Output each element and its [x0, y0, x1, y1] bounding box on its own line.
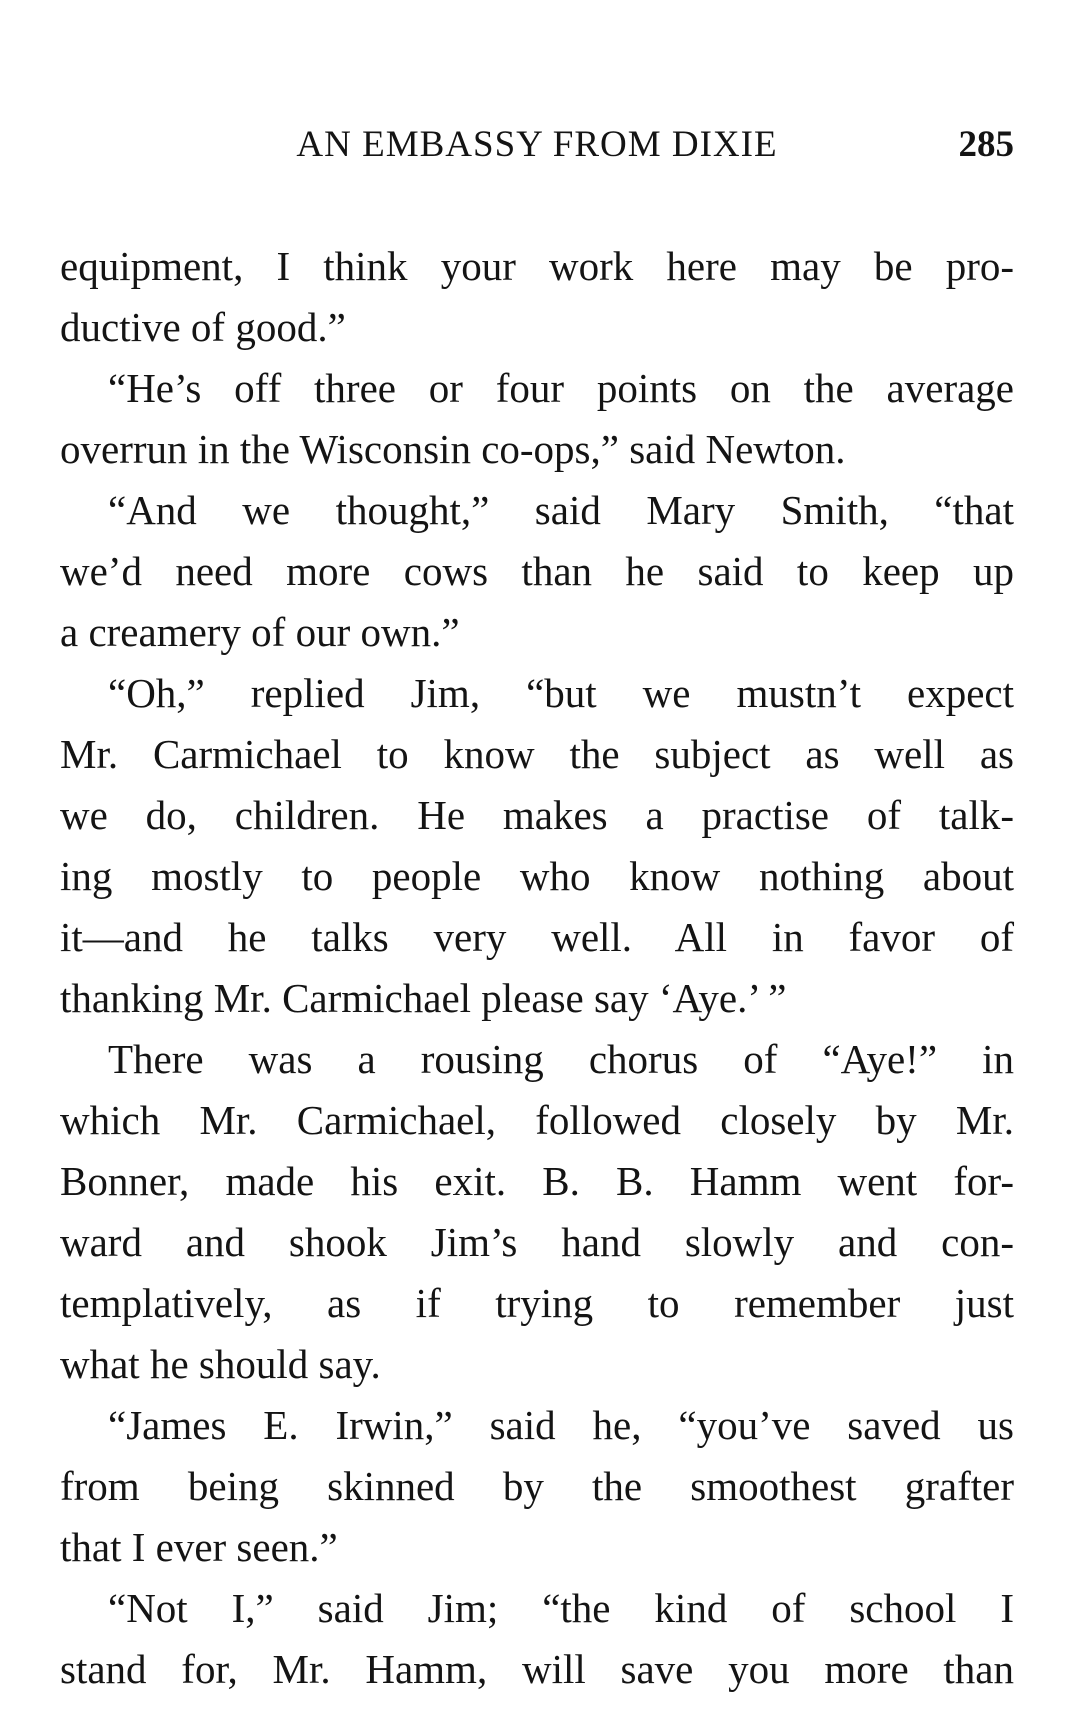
text-line: templatively, as if trying to remember just [60, 1280, 1014, 1326]
text-line: we do, children. He makes a practise of talk- [60, 792, 1014, 838]
text-line: overrun in the Wisconsin co-ops,” said Newton. [60, 426, 846, 472]
text-line: “He’s off three or four points on the average [108, 365, 1014, 411]
text-line: we’d need more cows than he said to keep up [60, 548, 1014, 594]
text-line: Mr. Carmichael to know the subject as well as [60, 731, 1014, 777]
text-line: “Oh,” replied Jim, “but we mustn’t expect [108, 670, 1014, 716]
text-line: ductive of good.” [60, 304, 346, 350]
text-line: it—and he talks very well. All in favor of [60, 914, 1014, 960]
text-line: which Mr. Carmichael, followed closely by Mr. [60, 1097, 1014, 1143]
text-line: what he should say. [60, 1341, 381, 1387]
body-text [60, 236, 1014, 1700]
text-line: Bonner, made his exit. B. B. Hamm went for- [60, 1158, 1014, 1204]
text-line: There was a rousing chorus of “Aye!” in [108, 1036, 1014, 1082]
text-line: thanking Mr. Carmichael please say ‘Aye.’ ” [60, 975, 787, 1021]
text-line: ward and shook Jim’s hand slowly and con- [60, 1219, 1014, 1265]
text-line: a creamery of our own.” [60, 609, 460, 655]
running-title: AN EMBASSY FROM DIXIE [296, 124, 778, 165]
text-line: from being skinned by the smoothest grafter [60, 1463, 1014, 1509]
text-line: “Not I,” said Jim; “the kind of school I [108, 1585, 1014, 1631]
text-line: “James E. Irwin,” said he, “you’ve saved us [108, 1402, 1014, 1448]
text-line: “And we thought,” said Mary Smith, “that [108, 487, 1014, 533]
text-line: that I ever seen.” [60, 1524, 338, 1570]
page-number: 285 [958, 124, 1014, 165]
text-line: ing mostly to people who know nothing about [60, 853, 1014, 899]
text-line: equipment, I think your work here may be pro- [60, 243, 1014, 289]
text-line: stand for, Mr. Hamm, will save you more than [60, 1646, 1014, 1692]
page-header [60, 120, 1014, 170]
